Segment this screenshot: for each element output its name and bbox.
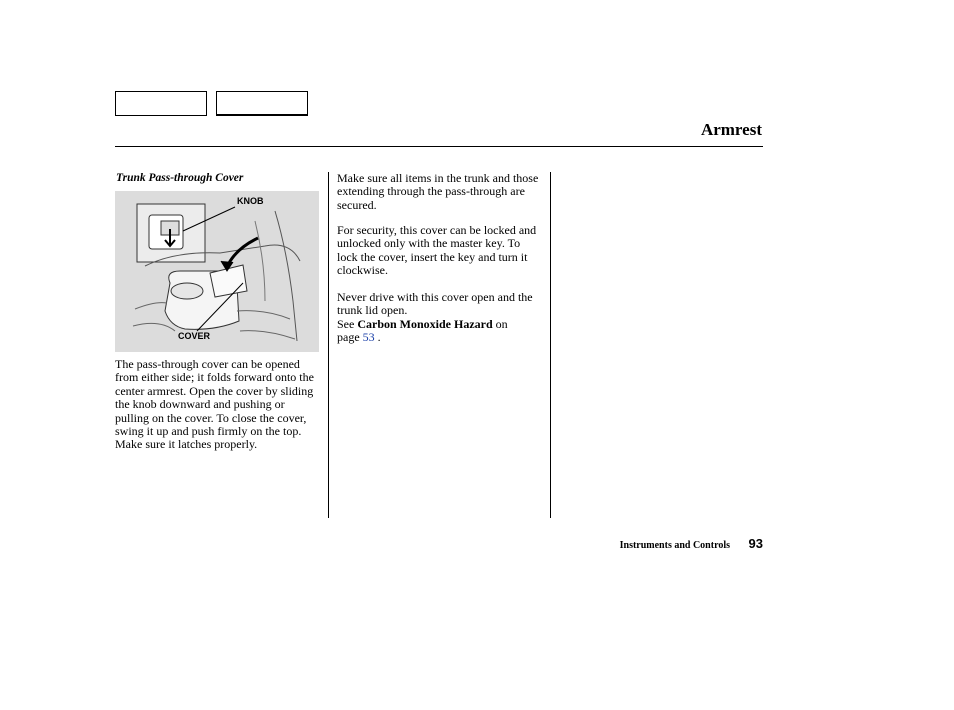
security-paragraph: For security, this cover can be locked and unlocked only with the master key. To lock the cover, insert the key and turn it clockwise. [337,223,537,278]
warning-text: Never drive with this cover open and the trunk lid open. [337,290,533,318]
page-word: page [337,330,360,345]
column-divider-left [328,172,329,518]
period: . [377,330,381,345]
figure-caption: Trunk Pass-through Cover [116,172,244,184]
see-prefix: See [337,316,355,331]
header-divider [115,146,763,147]
page-53-link[interactable]: 53 [362,330,375,345]
cover-label: COVER [178,331,211,341]
trunk-pass-through-illustration [115,191,319,352]
nav-button-next[interactable] [216,91,308,116]
armrest-drawing [115,191,319,352]
knob-label: KNOB [237,196,264,206]
footer-section-name: Instruments and Controls [619,540,730,551]
warning-paragraph [337,291,547,345]
carbon-monoxide-reference: Carbon Monoxide Hazard [357,316,493,331]
on-text: on [495,316,508,331]
page-title: Armrest [700,120,762,139]
page-number: 93 [748,536,763,551]
pass-through-description: The pass-through cover can be opened from either side; it folds forward onto the center armrest. Open the cover by sliding the knob downward and pushing or pulling on the cover. To close the cover, swing it up and push firmly on the top. Make sure it latches properly. [115,357,314,452]
column-divider-right [550,172,551,518]
nav-button-previous[interactable] [115,91,207,116]
secure-items-paragraph: Make sure all items in the trunk and those extending through the pass-through are secured. [337,171,539,212]
